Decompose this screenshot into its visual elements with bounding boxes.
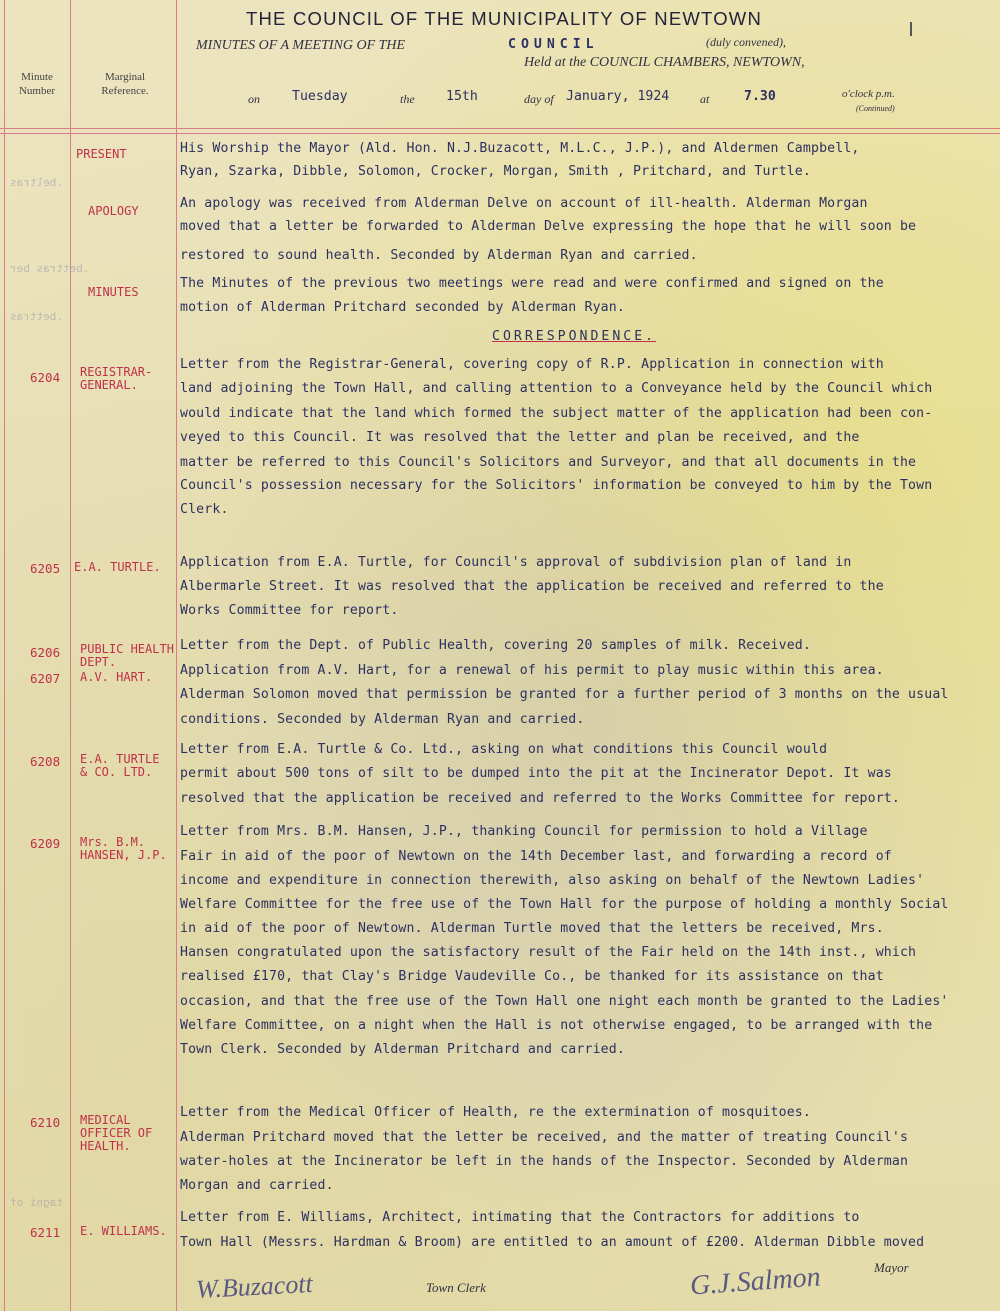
minutes-line: Letter from the Medical Officer of Health, re the extermination of mosquitoes. <box>180 1105 811 1120</box>
mayor-label: Mayor <box>874 1260 909 1275</box>
marginal-reference-heading <box>80 70 170 98</box>
minute-number-heading <box>4 70 70 98</box>
ref-line: HEALTH. <box>80 1139 131 1153</box>
ref-present: PRESENT <box>76 147 127 161</box>
minutes-line: Welfare Committee, on a night when the Hall is not otherwise engaged, to be arranged with the <box>180 1018 933 1033</box>
at-label: at <box>700 92 710 106</box>
minute-number-6209: 6209 <box>30 836 61 851</box>
town-clerk-signature: W.Buzacott <box>195 1268 314 1305</box>
minutes-line: Morgan and carried. <box>180 1178 334 1193</box>
minutes-line: realised £170, that Clay's Bridge Vaudeville Co., be thanked for its assistance on that <box>180 969 884 984</box>
ref-line: DEPT. <box>80 655 117 669</box>
minutes-line: would indicate that the land which formed the subject matter of the application had been con- <box>180 406 933 421</box>
minutes-line: Town Clerk. Seconded by Alderman Pritchard and carried. <box>180 1042 625 1057</box>
minute-number-heading-line2: Number <box>18 85 56 97</box>
minutes-line: conditions. Seconded by Alderman Ryan and carried. <box>180 712 585 727</box>
minutes-line: Works Committee for report. <box>180 603 399 618</box>
meeting-day: 15th <box>446 89 478 104</box>
document-title: THE COUNCIL OF THE MUNICIPALITY OF NEWTOWN <box>246 8 763 29</box>
ref-hansen <box>80 836 167 862</box>
meeting-month-year: January, 1924 <box>566 89 670 104</box>
minutes-line: The Minutes of the previous two meetings were read and were confirmed and signed on the <box>180 276 884 291</box>
marginal-reference-rule <box>176 0 177 1311</box>
bleed-through-mark: .beltras <box>10 176 63 189</box>
minutes-line: occasion, and that the free use of the Town Hall one night each month be granted to the Ladies' <box>180 994 949 1009</box>
duly-convened-label: (duly convened), <box>706 35 786 49</box>
oclock-label: o'clock p.m. <box>842 88 895 100</box>
minutes-line: matter be referred to this Council's Solicitors and Surveyor, and that all documents in the <box>180 455 917 470</box>
minute-number-rule <box>70 0 71 1311</box>
minutes-line: Welfare Committee for the free use of the Town Hall for the purpose of holding a monthly Social <box>180 897 949 912</box>
minutes-line: in aid of the poor of Newtown. Alderman Turtle moved that the letters be received, Mrs. <box>180 921 884 936</box>
held-at-label: Held at the COUNCIL CHAMBERS, NEWTOWN, <box>524 55 805 70</box>
minutes-line: Fair in aid of the poor of Newtown on the 14th December last, and forwarding a record of <box>180 849 892 864</box>
minutes-line: income and expenditure in connection therewith, also asking on behalf of the Newtown Ladies' <box>180 873 925 888</box>
ref-apology: APOLOGY <box>88 204 139 218</box>
ref-line: HANSEN, J.P. <box>80 848 167 862</box>
meeting-weekday: Tuesday <box>292 89 348 104</box>
header-rule-double <box>0 133 1000 134</box>
bleed-through-mark: tagni of <box>10 1196 63 1209</box>
mayor-signature: G.J.Salmon <box>689 1261 822 1302</box>
ref-medical-officer <box>80 1114 152 1153</box>
minute-number-6210: 6210 <box>30 1115 61 1130</box>
minutes-line: moved that a letter be forwarded to Alderman Delve expressing the hope that he will soon be <box>180 219 917 234</box>
minutes-line: resolved that the application be received and referred to the Works Committee for report. <box>180 791 900 806</box>
ref-line: E.A. TURTLE <box>80 752 160 766</box>
corner-mark <box>910 22 912 36</box>
ref-minutes: MINUTES <box>88 285 139 299</box>
minutes-line: Clerk. <box>180 502 229 517</box>
correspondence-heading: CORRESPONDENCE. <box>492 329 657 344</box>
minutes-line: restored to sound health. Seconded by Alderman Ryan and carried. <box>180 248 698 263</box>
ref-williams: E. WILLIAMS. <box>80 1224 167 1238</box>
ref-line: Mrs. B.M. <box>80 835 146 849</box>
minute-number-6208: 6208 <box>30 754 61 769</box>
minute-number-6206: 6206 <box>30 645 61 660</box>
ref-ea-turtle-co <box>80 753 159 779</box>
minutes-line: Letter from the Dept. of Public Health, covering 20 samples of milk. Received. <box>180 638 811 653</box>
minutes-line: His Worship the Mayor (Ald. Hon. N.J.Buzacott, M.L.C., J.P.), and Aldermen Campbell, <box>180 141 860 156</box>
ref-line: & CO. LTD. <box>80 765 153 779</box>
the-label: the <box>400 92 415 106</box>
marginal-reference-heading-line2: Reference. <box>101 85 149 97</box>
minutes-line: An apology was received from Alderman Delve on account of ill-health. Alderman Morgan <box>180 196 868 211</box>
ref-line: GENERAL. <box>80 378 138 392</box>
continued-label: (Continued) <box>856 104 895 113</box>
minutes-line: Letter from E.A. Turtle & Co. Ltd., asking on what conditions this Council would <box>180 742 828 757</box>
minutes-of-label: MINUTES OF A MEETING OF THE <box>196 38 406 53</box>
margin-rule <box>4 0 5 1311</box>
on-label: on <box>248 92 260 106</box>
minutes-line: Town Hall (Messrs. Hardman & Broom) are entitled to an amount of £200. Alderman Dibble moved <box>180 1235 925 1250</box>
minutes-line: veyed to this Council. It was resolved that the letter and plan be received, and the <box>180 430 860 445</box>
meeting-time: 7.30 <box>744 89 776 104</box>
minute-number-6204: 6204 <box>30 370 61 385</box>
minute-number-6211: 6211 <box>30 1225 61 1240</box>
day-of-label: day of <box>524 92 554 106</box>
minutes-line: Letter from the Registrar-General, covering copy of R.P. Application in connection with <box>180 357 884 372</box>
meeting-body: COUNCIL <box>508 37 599 52</box>
bleed-through-mark: .bettras ber <box>10 262 90 275</box>
minutes-line: Council's possession necessary for the Solicitors' information be conveyed to him by the Town <box>180 478 933 493</box>
minutes-line: Alderman Pritchard moved that the letter be received, and the matter of treating Council's <box>180 1130 909 1145</box>
minutes-line: Albermarle Street. It was resolved that the application be received and referred to the <box>180 579 884 594</box>
ref-public-health <box>80 643 174 669</box>
minutes-line: Letter from Mrs. B.M. Hansen, J.P., thanking Council for permission to hold a Village <box>180 824 868 839</box>
minute-number-heading-line1: Minute <box>21 71 53 83</box>
minutes-line: permit about 500 tons of silt to be dumped into the pit at the Incinerator Depot. It was <box>180 766 892 781</box>
ref-line: REGISTRAR- <box>80 365 153 379</box>
minutes-line: land adjoining the Town Hall, and calling attention to a Conveyance held by the Council which <box>180 381 933 396</box>
minutes-line: Ryan, Szarka, Dibble, Solomon, Crocker, Morgan, Smith , Pritchard, and Turtle. <box>180 164 811 179</box>
marginal-reference-heading-line1: Marginal <box>104 71 146 83</box>
ref-line: OFFICER OF <box>80 1126 153 1140</box>
header-rule <box>0 128 1000 129</box>
minutes-line: motion of Alderman Pritchard seconded by Alderman Ryan. <box>180 300 625 315</box>
bleed-through-mark: .bettras <box>10 310 63 323</box>
ref-line: MEDICAL <box>80 1113 131 1127</box>
minute-number-6207: 6207 <box>30 671 61 686</box>
minutes-line: Letter from E. Williams, Architect, intimating that the Contractors for additions to <box>180 1210 860 1225</box>
ref-line: PUBLIC HEALTH <box>80 642 174 656</box>
minutes-line: water-holes at the Incinerator be left in the hands of the Inspector. Seconded by Alderman <box>180 1154 909 1169</box>
minutes-line: Alderman Solomon moved that permission be granted for a further period of 3 months on the usual <box>180 687 949 702</box>
minutes-line: Hansen congratulated upon the satisfactory result of the Fair held on the 14th inst., which <box>180 945 917 960</box>
minutes-line: Application from A.V. Hart, for a renewal of his permit to play music within this area. <box>180 663 884 678</box>
minutes-line: Application from E.A. Turtle, for Council's approval of subdivision plan of land in <box>180 555 852 570</box>
town-clerk-label: Town Clerk <box>426 1280 486 1295</box>
ref-registrar-general <box>80 366 152 392</box>
minute-number-6205: 6205 <box>30 561 61 576</box>
ref-ea-turtle: E.A. TURTLE. <box>74 560 161 574</box>
ref-av-hart: A.V. HART. <box>80 670 153 684</box>
